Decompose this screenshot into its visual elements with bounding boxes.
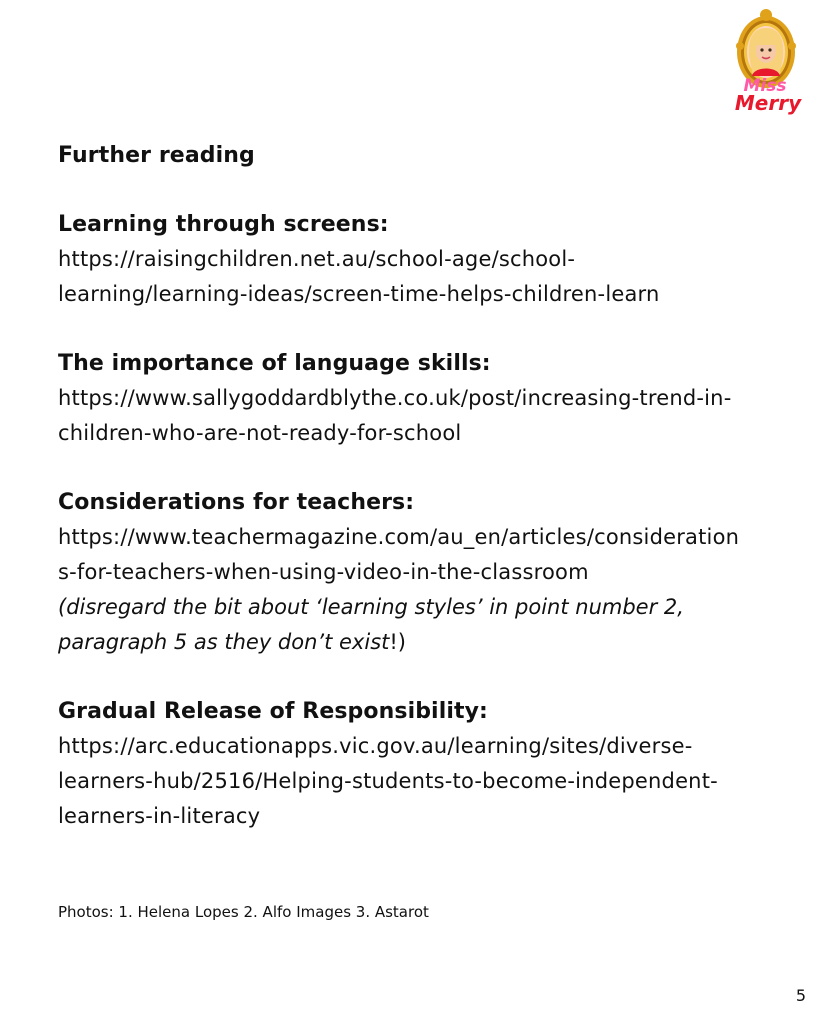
section-heading: Gradual Release of Responsibility: xyxy=(58,699,488,724)
logo-text-merry: Merry xyxy=(734,91,802,115)
url-line[interactable]: learners-hub/2516/Helping-students-to-become-independent- xyxy=(58,769,718,793)
section-heading: Considerations for teachers: xyxy=(58,490,415,515)
logo-icon xyxy=(732,6,804,118)
url-line[interactable]: s-for-teachers-when-using-video-in-the-classroom xyxy=(58,560,589,584)
note-line: (disregard the bit about ‘learning styles’ in point number 2, xyxy=(58,595,684,619)
note-text-end: !) xyxy=(389,630,406,654)
page-title: Further reading xyxy=(58,143,255,168)
url-line[interactable]: children-who-are-not-ready-for-school xyxy=(58,421,462,445)
further-reading-content xyxy=(58,138,798,834)
section-considerations-for-teachers xyxy=(58,485,798,660)
url-line[interactable]: https://arc.educationapps.vic.gov.au/learning/sites/diverse- xyxy=(58,734,693,758)
note-line xyxy=(58,625,798,660)
url-line[interactable]: https://www.sallygoddardblythe.co.uk/post/increasing-trend-in- xyxy=(58,386,732,410)
logo-text-miss: Miss xyxy=(743,76,787,96)
section-heading: Learning through screens: xyxy=(58,212,389,237)
section-language-skills xyxy=(58,346,798,451)
section-heading: The importance of language skills: xyxy=(58,351,491,376)
url-line[interactable]: learners-in-literacy xyxy=(58,804,261,828)
page-number: 5 xyxy=(795,986,806,1005)
url-line[interactable]: https://raisingchildren.net.au/school-age/school- xyxy=(58,247,576,271)
url-line[interactable]: https://www.teachermagazine.com/au_en/articles/consideration xyxy=(58,525,740,549)
url-line[interactable]: learning/learning-ideas/screen-time-helps-children-learn xyxy=(58,282,660,306)
section-gradual-release xyxy=(58,694,798,834)
note-text-italic: paragraph 5 as they don’t exist xyxy=(58,630,390,654)
miss-merry-logo xyxy=(732,6,804,118)
section-learning-through-screens xyxy=(58,207,798,312)
photo-credits: Photos: 1. Helena Lopes 2. Alfo Images 3. Astarot xyxy=(58,903,429,921)
